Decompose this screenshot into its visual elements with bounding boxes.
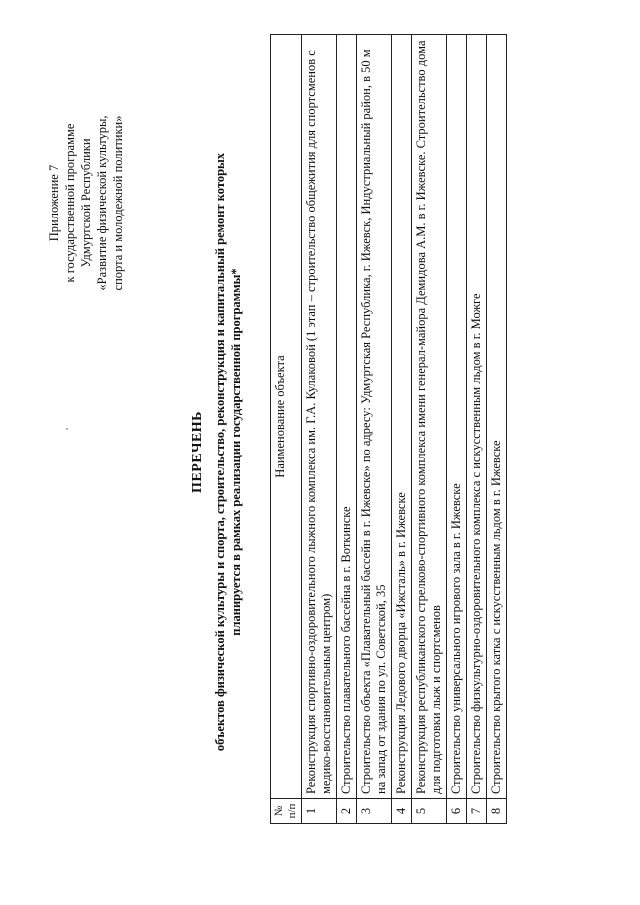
- appendix-line: Удмуртской Республики: [79, 138, 93, 268]
- row-object-name: Строительство объекта «Плавательный бассейн в г. Ижевске» по адресу: Удмуртская Республика, г. Ижевск, Индустриальный район, в 50 м на запад от здания по ул. Советской, 35: [357, 35, 392, 799]
- header-number: [271, 799, 302, 824]
- header-number-symbol: №: [273, 805, 285, 817]
- table-row: [357, 35, 392, 824]
- table-row: [337, 35, 357, 824]
- row-number: 4: [392, 799, 412, 824]
- table-row: [487, 35, 507, 824]
- document-subtitle-line: объектов физической культуры и спорта, строительство, реконструкция и капитальный ремонт которых: [213, 152, 227, 752]
- table-row: [302, 35, 337, 824]
- row-object-name: Строительство крытого катка с искусственным льдом в г. Ижевске: [487, 35, 507, 799]
- appendix-line: «Развитие физической культуры,: [95, 115, 109, 291]
- table-row: [467, 35, 487, 824]
- rotated-sheet: [40, 32, 600, 872]
- table-row: [412, 35, 447, 824]
- row-number: 5: [412, 799, 447, 824]
- row-number: 1: [302, 799, 337, 824]
- row-number: 7: [467, 799, 487, 824]
- row-object-name: Реконструкция республиканского стрелково-спортивного комплекса имени генерал-майора Демидова А.М. в г. Ижевске. Строительство дома для подготовки лыж и спортсменов: [412, 35, 447, 799]
- table-header-row: [271, 35, 302, 824]
- objects-table: [270, 34, 507, 824]
- row-number: 6: [447, 799, 467, 824]
- appendix-block: [46, 68, 126, 338]
- table-row: [392, 35, 412, 824]
- table-row: [447, 35, 467, 824]
- header-object-name: Наименование объекта: [271, 35, 302, 799]
- header-number-abbr: п/п: [286, 803, 298, 819]
- document-subtitle-line: планируется в рамках реализации государственной программы*: [229, 268, 243, 636]
- title-block: [190, 32, 244, 872]
- row-object-name: Реконструкция спортивно-оздоровительного лыжного комплекса им. Г.А. Кулаковой (1 этап – строительство общежития для спортсменов с медико-восстановительным центром): [302, 35, 337, 799]
- row-object-name: Строительство физкультурно-оздоровительного комплекса с искусственным льдом в г. Можге: [467, 35, 487, 799]
- row-number: 8: [487, 799, 507, 824]
- row-object-name: Строительство плавательного бассейна в г. Воткинске: [337, 35, 357, 799]
- appendix-line: к государственной программе: [63, 123, 77, 283]
- row-number: 3: [357, 799, 392, 824]
- appendix-line: спорта и молодежной политики»: [111, 115, 125, 291]
- row-object-name: Реконструкция Ледового дворца «Ижсталь» в г. Ижевске: [392, 35, 412, 799]
- row-object-name: Строительство универсального игрового зала в г. Ижевске: [447, 35, 467, 799]
- document-title: ПЕРЕЧЕНЬ: [190, 411, 205, 493]
- appendix-line: Приложение 7: [47, 164, 61, 242]
- row-number: 2: [337, 799, 357, 824]
